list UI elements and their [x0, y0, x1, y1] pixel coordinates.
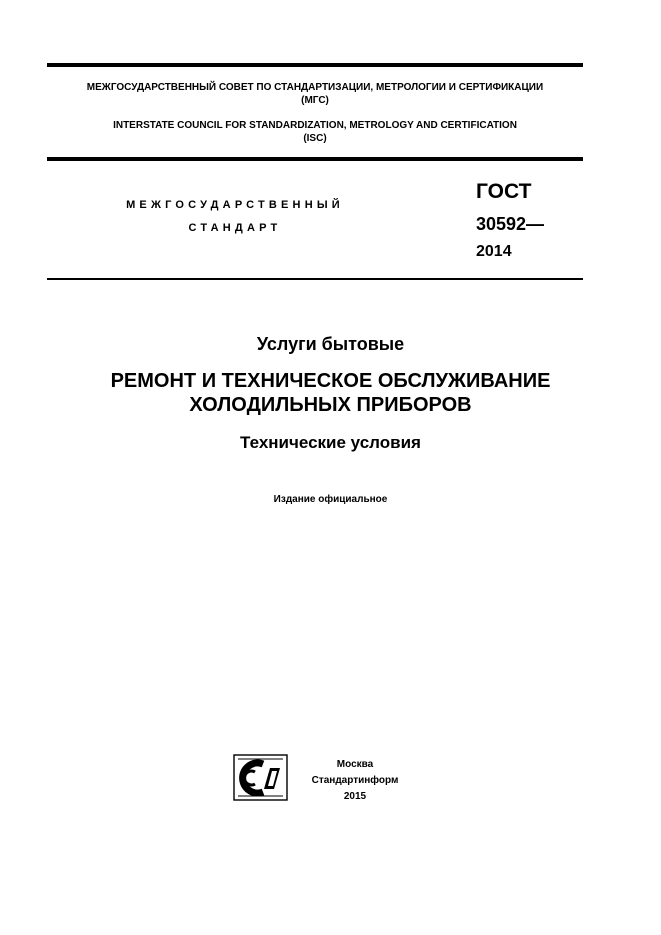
title-subtitle: Технические условия [240, 433, 421, 452]
council-ru-name: МЕЖГОСУДАРСТВЕННЫЙ СОВЕТ ПО СТАНДАРТИЗАЦИИ, МЕТРОЛОГИИ И СЕРТИФИКАЦИИ [86, 82, 544, 93]
title-category: Услуги бытовые [256, 334, 405, 354]
standartinform-si-logo-icon [233, 754, 288, 801]
council-ru-abbr: (МГС) [301, 95, 329, 106]
council-en-name: INTERSTATE COUNCIL FOR STANDARDIZATION, METROLOGY AND CERTIFICATION [113, 120, 517, 131]
publisher-name: Стандартинформ [311, 775, 399, 786]
gost-year: 2014 [476, 243, 512, 260]
designation-rule [47, 278, 583, 280]
top-rule [47, 63, 583, 67]
gost-number: 30592— [476, 214, 545, 234]
publisher-year: 2015 [343, 791, 367, 802]
publisher-city: Москва [336, 759, 374, 770]
standard-kind-line1: МЕЖГОСУДАРСТВЕННЫЙ [126, 199, 344, 211]
gost-prefix: ГОСТ [476, 180, 532, 203]
title-main-line2: ХОЛОДИЛЬНЫХ ПРИБОРОВ [189, 394, 472, 416]
standard-kind-line2: СТАНДАРТ [188, 222, 282, 234]
edition-label: Издание официальное [273, 494, 388, 505]
title-main-line1: РЕМОНТ И ТЕХНИЧЕСКОЕ ОБСЛУЖИВАНИЕ [110, 370, 551, 392]
header-rule [47, 157, 583, 161]
council-en-abbr: (ISC) [303, 133, 327, 144]
